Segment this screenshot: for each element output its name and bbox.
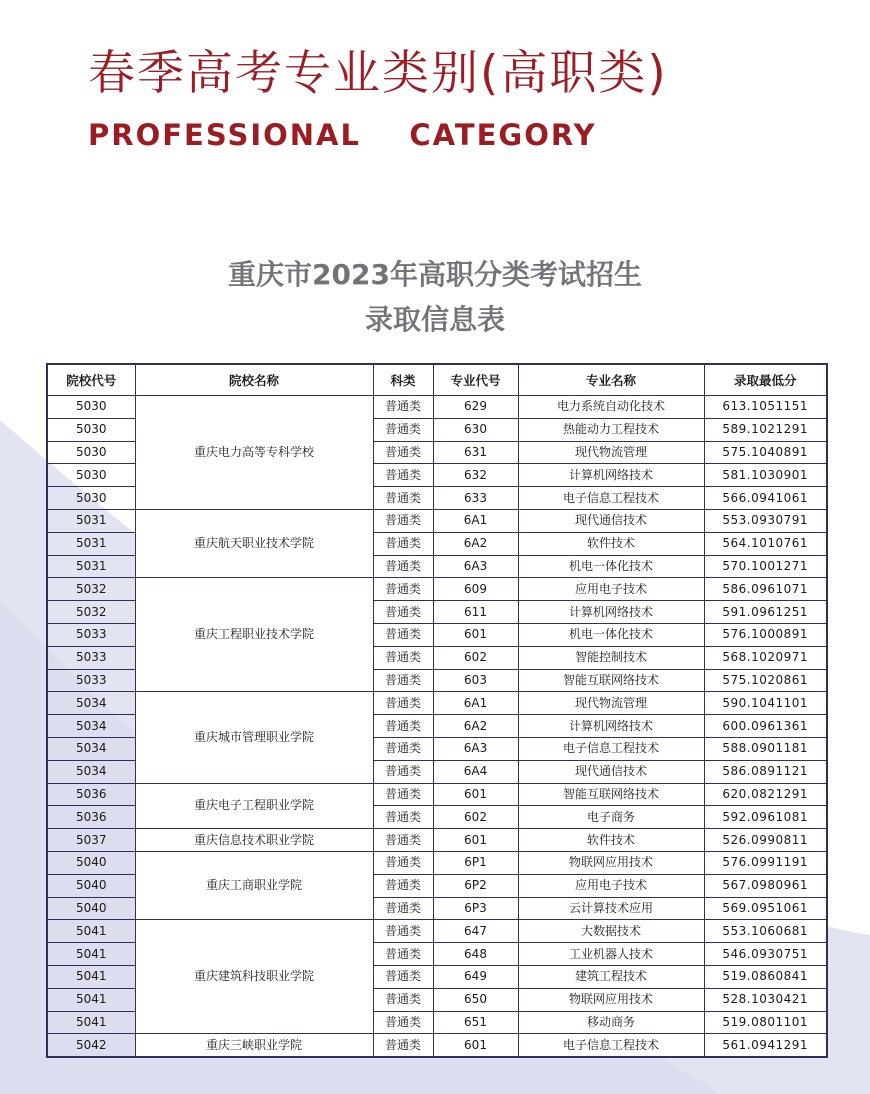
min-score-cell: 564.1010761 (704, 532, 827, 555)
category-cell: 普通类 (373, 646, 433, 669)
major-name-cell: 电子信息工程技术 (518, 1034, 704, 1057)
major-name-cell: 机电一体化技术 (518, 555, 704, 578)
major-name-cell: 物联网应用技术 (518, 988, 704, 1011)
school-code-cell: 5031 (47, 532, 135, 555)
category-cell: 普通类 (373, 555, 433, 578)
school-code-cell: 5041 (47, 988, 135, 1011)
category-cell: 普通类 (373, 1011, 433, 1034)
min-score-cell: 575.1040891 (704, 441, 827, 464)
category-cell: 普通类 (373, 487, 433, 510)
column-header-major-name: 专业名称 (518, 364, 704, 396)
school-name-cell: 重庆工程职业技术学院 (135, 578, 373, 692)
school-code-cell: 5041 (47, 1011, 135, 1034)
major-name-cell: 热能动力工程技术 (518, 418, 704, 441)
school-code-cell: 5034 (47, 760, 135, 783)
table-row (47, 783, 827, 806)
table-row (47, 578, 827, 601)
table-row (47, 920, 827, 943)
min-score-cell: 589.1021291 (704, 418, 827, 441)
category-cell: 普通类 (373, 760, 433, 783)
school-code-cell: 5033 (47, 646, 135, 669)
major-code-cell: 6A3 (433, 737, 518, 760)
school-name-cell: 重庆电力高等专科学校 (135, 396, 373, 510)
major-code-cell: 6A4 (433, 760, 518, 783)
min-score-cell: 553.1060681 (704, 920, 827, 943)
major-code-cell: 602 (433, 806, 518, 829)
major-name-cell: 大数据技术 (518, 920, 704, 943)
major-code-cell: 6A3 (433, 555, 518, 578)
category-cell: 普通类 (373, 441, 433, 464)
school-code-cell: 5030 (47, 464, 135, 487)
major-name-cell: 应用电子技术 (518, 578, 704, 601)
major-code-cell: 6A1 (433, 509, 518, 532)
school-code-cell: 5041 (47, 920, 135, 943)
table-header-row (47, 364, 827, 396)
min-score-cell: 546.0930751 (704, 943, 827, 966)
school-name-cell: 重庆建筑科技职业学院 (135, 920, 373, 1034)
school-code-cell: 5040 (47, 897, 135, 920)
major-name-cell: 智能控制技术 (518, 646, 704, 669)
major-name-cell: 计算机网络技术 (518, 464, 704, 487)
school-code-cell: 5041 (47, 943, 135, 966)
school-code-cell: 5033 (47, 669, 135, 692)
min-score-cell: 528.1030421 (704, 988, 827, 1011)
category-cell: 普通类 (373, 783, 433, 806)
major-code-cell: 6A2 (433, 532, 518, 555)
min-score-cell: 526.0990811 (704, 829, 827, 852)
category-cell: 普通类 (373, 965, 433, 988)
table-title-line1: 重庆市2023年高职分类考试招生 (228, 258, 642, 291)
school-code-cell: 5037 (47, 829, 135, 852)
school-name-cell: 重庆工商职业学院 (135, 851, 373, 919)
school-code-cell: 5032 (47, 578, 135, 601)
min-score-cell: 588.0901181 (704, 737, 827, 760)
category-cell: 普通类 (373, 988, 433, 1011)
school-code-cell: 5030 (47, 418, 135, 441)
min-score-cell: 620.0821291 (704, 783, 827, 806)
major-code-cell: 602 (433, 646, 518, 669)
min-score-cell: 576.0991191 (704, 851, 827, 874)
school-name-cell: 重庆三峡职业学院 (135, 1034, 373, 1057)
major-code-cell: 601 (433, 1034, 518, 1057)
major-name-cell: 现代通信技术 (518, 509, 704, 532)
min-score-cell: 590.1041101 (704, 692, 827, 715)
school-name-cell: 重庆信息技术职业学院 (135, 829, 373, 852)
school-code-cell: 5036 (47, 783, 135, 806)
min-score-cell: 567.0980961 (704, 874, 827, 897)
min-score-cell: 613.1051151 (704, 396, 827, 419)
major-code-cell: 6P1 (433, 851, 518, 874)
column-header-school-name: 院校名称 (135, 364, 373, 396)
school-code-cell: 5036 (47, 806, 135, 829)
min-score-cell: 591.0961251 (704, 601, 827, 624)
school-name-cell: 重庆城市管理职业学院 (135, 692, 373, 783)
table-row (47, 396, 827, 419)
table-title-line2: 录取信息表 (364, 303, 505, 336)
major-code-cell: 609 (433, 578, 518, 601)
min-score-cell: 569.0951061 (704, 897, 827, 920)
category-cell: 普通类 (373, 532, 433, 555)
min-score-cell: 586.0891121 (704, 760, 827, 783)
table-row (47, 692, 827, 715)
category-cell: 普通类 (373, 874, 433, 897)
min-score-cell: 561.0941291 (704, 1034, 827, 1057)
major-code-cell: 6P3 (433, 897, 518, 920)
school-code-cell: 5030 (47, 487, 135, 510)
min-score-cell: 576.1000891 (704, 623, 827, 646)
major-name-cell: 现代通信技术 (518, 760, 704, 783)
table-body (47, 396, 827, 1058)
school-code-cell: 5040 (47, 874, 135, 897)
page-subtitle-english: PROFESSIONAL CATEGORY (88, 118, 597, 152)
major-code-cell: 647 (433, 920, 518, 943)
school-code-cell: 5030 (47, 396, 135, 419)
major-name-cell: 机电一体化技术 (518, 623, 704, 646)
major-code-cell: 611 (433, 601, 518, 624)
major-name-cell: 智能互联网络技术 (518, 783, 704, 806)
page-title: 春季高考专业类别(高职类) (88, 46, 668, 101)
major-code-cell: 601 (433, 623, 518, 646)
major-name-cell: 软件技术 (518, 829, 704, 852)
major-code-cell: 601 (433, 829, 518, 852)
min-score-cell: 568.1020971 (704, 646, 827, 669)
major-code-cell: 6A1 (433, 692, 518, 715)
category-cell: 普通类 (373, 396, 433, 419)
table-row (47, 509, 827, 532)
category-cell: 普通类 (373, 806, 433, 829)
major-code-cell: 648 (433, 943, 518, 966)
min-score-cell: 519.0860841 (704, 965, 827, 988)
category-cell: 普通类 (373, 920, 433, 943)
school-name-cell: 重庆电子工程职业学院 (135, 783, 373, 829)
major-name-cell: 移动商务 (518, 1011, 704, 1034)
major-name-cell: 物联网应用技术 (518, 851, 704, 874)
major-code-cell: 649 (433, 965, 518, 988)
school-code-cell: 5034 (47, 715, 135, 738)
category-cell: 普通类 (373, 601, 433, 624)
school-code-cell: 5031 (47, 555, 135, 578)
major-name-cell: 软件技术 (518, 532, 704, 555)
table-row (47, 829, 827, 852)
category-cell: 普通类 (373, 669, 433, 692)
major-code-cell: 601 (433, 783, 518, 806)
category-cell: 普通类 (373, 692, 433, 715)
major-name-cell: 应用电子技术 (518, 874, 704, 897)
min-score-cell: 592.0961081 (704, 806, 827, 829)
category-cell: 普通类 (373, 737, 433, 760)
min-score-cell: 581.1030901 (704, 464, 827, 487)
min-score-cell: 586.0961071 (704, 578, 827, 601)
major-code-cell: 631 (433, 441, 518, 464)
major-name-cell: 云计算技术应用 (518, 897, 704, 920)
category-cell: 普通类 (373, 464, 433, 487)
major-code-cell: 6P2 (433, 874, 518, 897)
min-score-cell: 600.0961361 (704, 715, 827, 738)
school-code-cell: 5032 (47, 601, 135, 624)
major-name-cell: 电子信息工程技术 (518, 737, 704, 760)
major-name-cell: 建筑工程技术 (518, 965, 704, 988)
major-name-cell: 工业机器人技术 (518, 943, 704, 966)
min-score-cell: 575.1020861 (704, 669, 827, 692)
school-code-cell: 5042 (47, 1034, 135, 1057)
min-score-cell: 566.0941061 (704, 487, 827, 510)
major-code-cell: 650 (433, 988, 518, 1011)
major-code-cell: 6A2 (433, 715, 518, 738)
admission-table (46, 363, 828, 1058)
min-score-cell: 553.0930791 (704, 509, 827, 532)
major-code-cell: 603 (433, 669, 518, 692)
major-name-cell: 电子商务 (518, 806, 704, 829)
major-name-cell: 电力系统自动化技术 (518, 396, 704, 419)
major-name-cell: 现代物流管理 (518, 692, 704, 715)
category-cell: 普通类 (373, 943, 433, 966)
column-header-min-score: 录取最低分 (704, 364, 827, 396)
school-code-cell: 5033 (47, 623, 135, 646)
min-score-cell: 570.1001271 (704, 555, 827, 578)
major-code-cell: 651 (433, 1011, 518, 1034)
category-cell: 普通类 (373, 715, 433, 738)
column-header-major-code: 专业代号 (433, 364, 518, 396)
category-cell: 普通类 (373, 509, 433, 532)
major-name-cell: 电子信息工程技术 (518, 487, 704, 510)
major-name-cell: 现代物流管理 (518, 441, 704, 464)
major-code-cell: 629 (433, 396, 518, 419)
column-header-school-code: 院校代号 (47, 364, 135, 396)
major-name-cell: 计算机网络技术 (518, 601, 704, 624)
major-code-cell: 632 (433, 464, 518, 487)
school-name-cell: 重庆航天职业技术学院 (135, 509, 373, 577)
major-code-cell: 633 (433, 487, 518, 510)
school-code-cell: 5041 (47, 965, 135, 988)
table-row (47, 851, 827, 874)
school-code-cell: 5034 (47, 692, 135, 715)
school-code-cell: 5034 (47, 737, 135, 760)
min-score-cell: 519.0801101 (704, 1011, 827, 1034)
category-cell: 普通类 (373, 897, 433, 920)
school-code-cell: 5031 (47, 509, 135, 532)
school-code-cell: 5030 (47, 441, 135, 464)
major-name-cell: 计算机网络技术 (518, 715, 704, 738)
major-code-cell: 630 (433, 418, 518, 441)
category-cell: 普通类 (373, 829, 433, 852)
category-cell: 普通类 (373, 851, 433, 874)
category-cell: 普通类 (373, 1034, 433, 1057)
category-cell: 普通类 (373, 418, 433, 441)
category-cell: 普通类 (373, 578, 433, 601)
category-cell: 普通类 (373, 623, 433, 646)
column-header-category: 科类 (373, 364, 433, 396)
major-name-cell: 智能互联网络技术 (518, 669, 704, 692)
table-row (47, 1034, 827, 1057)
school-code-cell: 5040 (47, 851, 135, 874)
